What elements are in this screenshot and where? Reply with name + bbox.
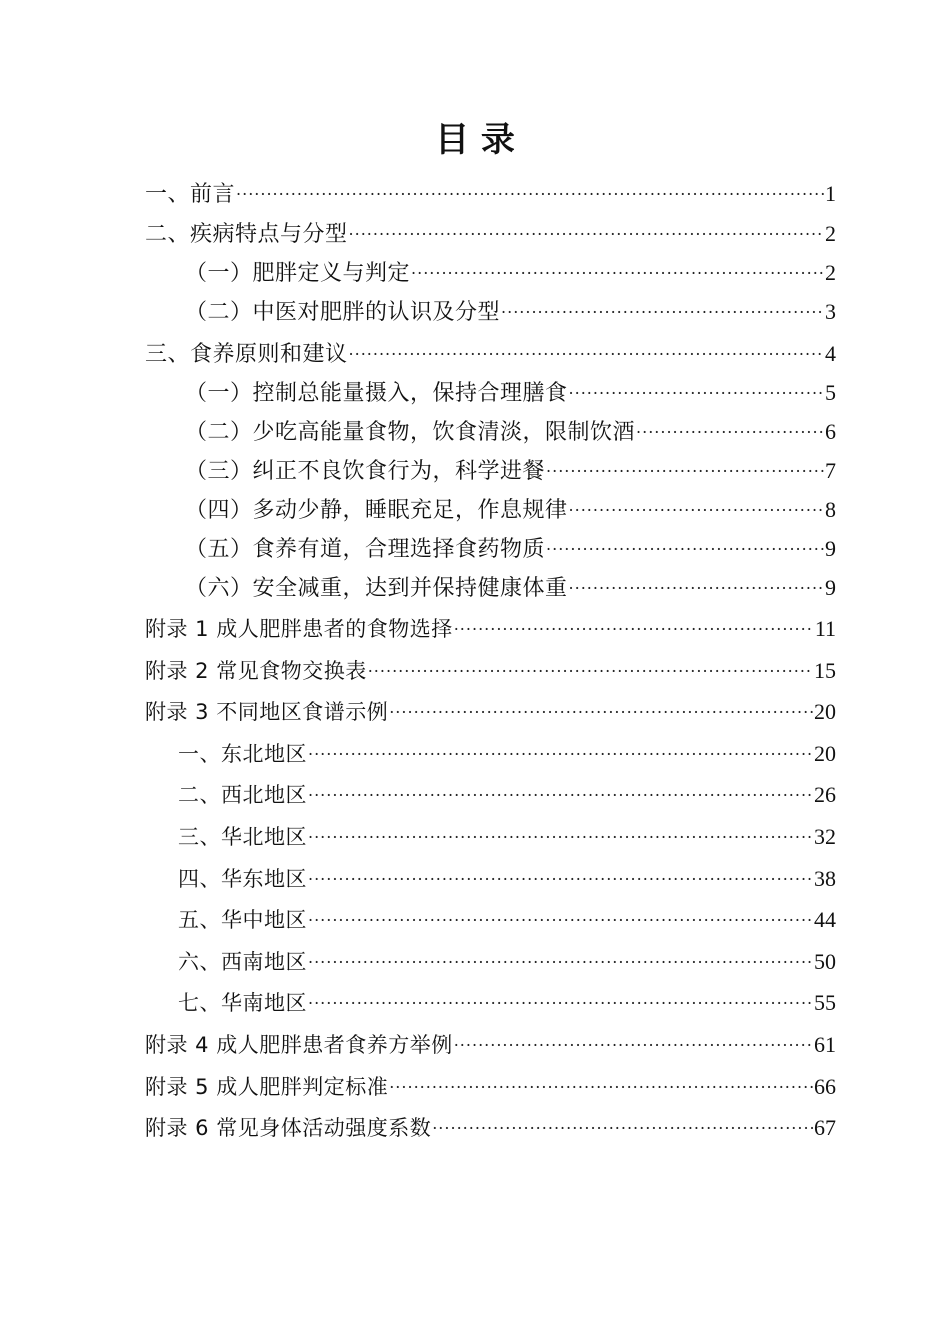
toc-leader-dots xyxy=(308,980,813,1010)
toc-entry-page: 66 xyxy=(814,1074,836,1099)
toc-entry-label: 二、疾病特点与分型 xyxy=(145,222,348,247)
toc-entry-page: 67 xyxy=(814,1115,836,1140)
toc-entry-tcm-classification[interactable] xyxy=(185,289,836,325)
toc-entry-label: 二、西北地区 xyxy=(178,783,307,807)
toc-entry-page: 32 xyxy=(814,824,836,849)
toc-leader-dots xyxy=(546,448,824,478)
toc-entry-region-northwest[interactable] xyxy=(178,772,836,807)
toc-entry-appendix-3[interactable] xyxy=(145,689,836,724)
toc-entry-label: 附录 5 成人肥胖判定标准 xyxy=(145,1075,389,1099)
toc-leader-dots xyxy=(308,772,813,802)
toc-entry-label: （四）多动少静，睡眠充足，作息规律 xyxy=(185,498,568,523)
toc-entry-preface[interactable] xyxy=(145,171,836,207)
toc-leader-dots xyxy=(308,731,813,761)
toc-entry-appendix-1[interactable] xyxy=(145,606,836,641)
toc-leader-dots xyxy=(569,565,824,595)
toc-entry-label: （三）纠正不良饮食行为，科学进餐 xyxy=(185,459,546,484)
toc-entry-page: 15 xyxy=(814,658,836,683)
toc-entry-page: 7 xyxy=(825,458,836,483)
toc-entry-label: 附录 3 不同地区食谱示例 xyxy=(145,700,389,724)
toc-entry-page: 8 xyxy=(825,497,836,522)
toc-entry-label: 七、华南地区 xyxy=(178,991,307,1015)
toc-entry-principle-4[interactable] xyxy=(185,487,836,523)
toc-entry-label: 四、华东地区 xyxy=(178,867,307,891)
toc-entry-label: 六、西南地区 xyxy=(178,950,307,974)
toc-entry-principle-1[interactable] xyxy=(185,370,836,406)
toc-entry-page: 55 xyxy=(814,990,836,1015)
toc-leader-dots xyxy=(368,648,813,678)
toc-leader-dots xyxy=(389,1064,813,1094)
toc-entry-label: 五、华中地区 xyxy=(178,908,307,932)
toc-entry-page: 3 xyxy=(825,299,836,324)
toc-leader-dots xyxy=(389,689,813,719)
toc-entry-page: 1 xyxy=(825,181,836,206)
toc-entry-page: 44 xyxy=(814,907,836,932)
toc-entry-region-northeast[interactable] xyxy=(178,731,836,766)
toc-entry-page: 9 xyxy=(825,575,836,600)
toc-leader-dots xyxy=(501,289,824,319)
toc-entry-label: （二）中医对肥胖的认识及分型 xyxy=(185,300,501,325)
toc-entry-page: 9 xyxy=(825,536,836,561)
toc-entry-label: （一）肥胖定义与判定 xyxy=(185,261,411,286)
toc-leader-dots xyxy=(546,526,824,556)
toc-entry-obesity-definition[interactable] xyxy=(185,250,836,286)
toc-entry-region-east[interactable] xyxy=(178,856,836,891)
toc-leader-dots xyxy=(569,370,824,400)
toc-entry-appendix-5[interactable] xyxy=(145,1064,836,1099)
toc-entry-page: 2 xyxy=(825,221,836,246)
toc-entry-appendix-2[interactable] xyxy=(145,648,836,683)
toc-leader-dots xyxy=(308,814,813,844)
toc-entry-principle-5[interactable] xyxy=(185,526,836,562)
toc-entry-region-south[interactable] xyxy=(178,980,836,1015)
toc-leader-dots xyxy=(308,856,813,886)
toc-entry-label: 三、华北地区 xyxy=(178,825,307,849)
toc-leader-dots xyxy=(308,897,813,927)
toc-entry-principle-3[interactable] xyxy=(185,448,836,484)
toc-entry-label: （一）控制总能量摄入，保持合理膳食 xyxy=(185,381,568,406)
toc-entry-label: 附录 2 常见食物交换表 xyxy=(145,659,367,683)
toc-entry-region-southwest[interactable] xyxy=(178,939,836,974)
toc-entry-label: 附录 4 成人肥胖患者食养方举例 xyxy=(145,1033,453,1057)
toc-entry-page: 38 xyxy=(814,866,836,891)
toc-entry-page: 4 xyxy=(825,341,836,366)
toc-entry-label: 附录 1 成人肥胖患者的食物选择 xyxy=(145,617,453,641)
page-title: 目 录 xyxy=(435,120,515,160)
toc-entry-label: 三、食养原则和建议 xyxy=(145,342,348,367)
toc-leader-dots xyxy=(569,487,824,517)
toc-entry-principle-2[interactable] xyxy=(185,409,836,445)
toc-leader-dots xyxy=(349,331,824,361)
toc-entry-page: 5 xyxy=(825,380,836,405)
toc-entry-label: 一、东北地区 xyxy=(178,742,307,766)
toc-entry-appendix-6[interactable] xyxy=(145,1105,836,1140)
toc-leader-dots xyxy=(432,1105,813,1135)
toc-entry-label: 一、前言 xyxy=(145,182,236,207)
toc-entry-page: 2 xyxy=(825,260,836,285)
toc-leader-dots xyxy=(236,171,824,201)
toc-entry-disease-features[interactable] xyxy=(145,211,836,247)
toc-entry-page: 11 xyxy=(814,616,836,641)
toc-leader-dots xyxy=(454,606,814,636)
toc-entry-diet-principles[interactable] xyxy=(145,331,836,367)
toc-entry-label: 附录 6 常见身体活动强度系数 xyxy=(145,1116,432,1140)
toc-entry-label: （五）食养有道，合理选择食药物质 xyxy=(185,537,546,562)
toc-leader-dots xyxy=(454,1022,813,1052)
toc-entry-label: （二）少吃高能量食物，饮食清淡，限制饮酒 xyxy=(185,420,636,445)
toc-leader-dots xyxy=(411,250,824,280)
toc-leader-dots xyxy=(308,939,813,969)
toc-entry-label: （六）安全减重，达到并保持健康体重 xyxy=(185,576,568,601)
toc-entry-page: 20 xyxy=(814,699,836,724)
toc-entry-page: 61 xyxy=(814,1032,836,1057)
toc-entry-page: 26 xyxy=(814,782,836,807)
toc-entry-page: 20 xyxy=(814,741,836,766)
toc-entry-principle-6[interactable] xyxy=(185,565,836,601)
toc-leader-dots xyxy=(349,211,824,241)
toc-entry-appendix-4[interactable] xyxy=(145,1022,836,1057)
toc-entry-region-north[interactable] xyxy=(178,814,836,849)
toc-entry-region-central[interactable] xyxy=(178,897,836,932)
toc-entry-page: 6 xyxy=(825,419,836,444)
toc-leader-dots xyxy=(636,409,824,439)
toc-entry-page: 50 xyxy=(814,949,836,974)
